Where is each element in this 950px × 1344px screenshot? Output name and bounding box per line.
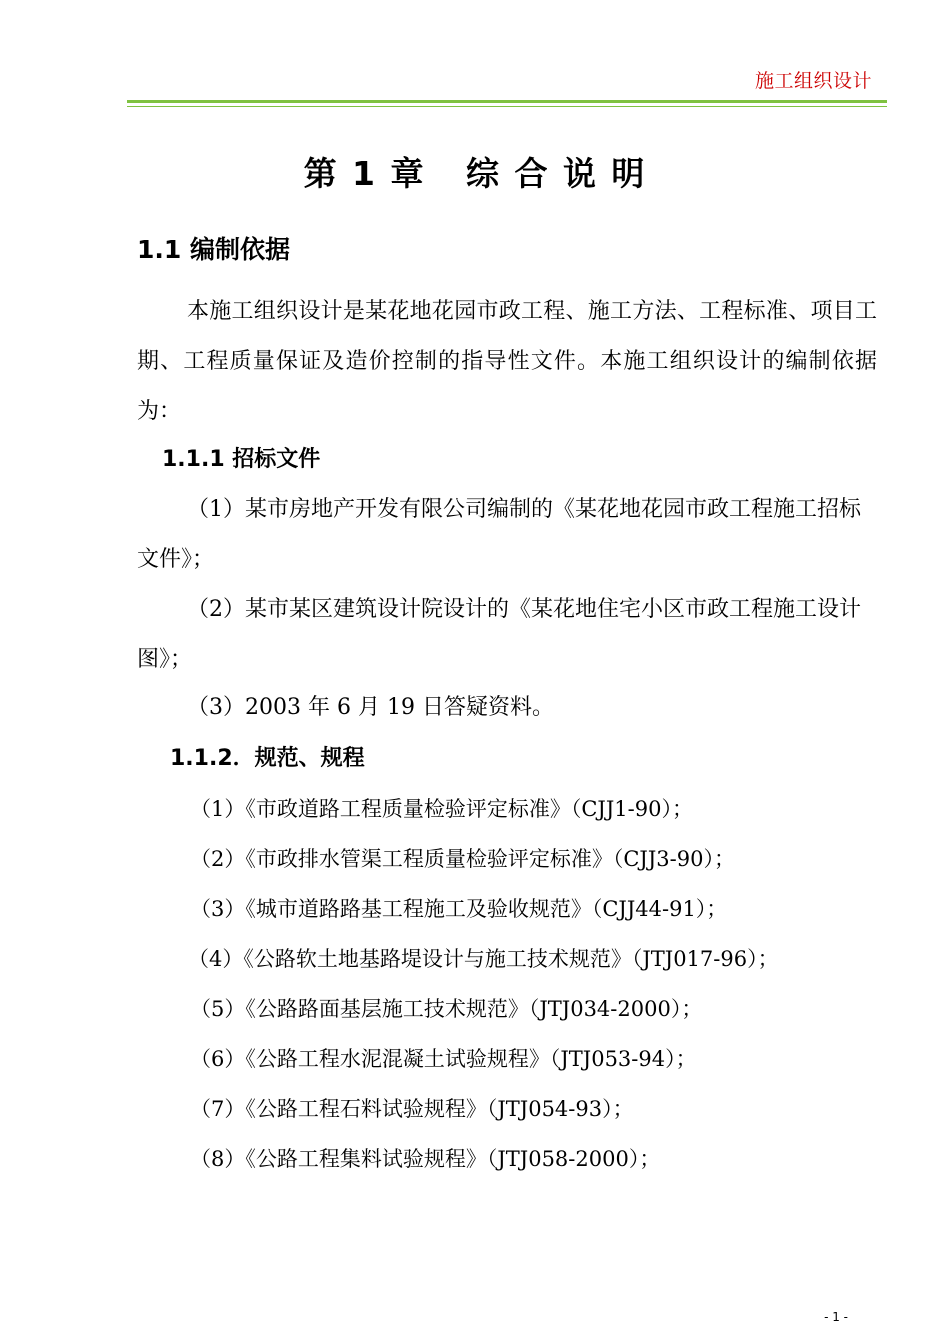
intro-paragraph: 本施工组织设计是某花地花园市政工程、施工方法、工程标准、项目工期、工程质量保证及造价控制的指导性文件。本施工组织设计的编制依据为：	[137, 299, 877, 424]
chapter-title: 第 1 章 综 合 说 明	[303, 154, 647, 193]
tender-item: （1）某市房地产开发有限公司编制的《某花地花园市政工程施工招标文件》；	[137, 497, 861, 572]
standard-item: （7）《公路工程石料试验规程》（JTJ054-93）；	[190, 1097, 634, 1121]
tender-item: （3）2003 年 6 月 19 日答疑资料。	[187, 695, 554, 720]
standard-item: （8）《公路工程集料试验规程》（JTJ058-2000）；	[190, 1147, 661, 1171]
standard-item: （3）《城市道路路基工程施工及验收规范》（CJJ44-91）；	[190, 897, 728, 921]
subsection-heading-tender: 1.1.1 招标文件	[162, 447, 321, 472]
standard-item: （1）《市政道路工程质量检验评定标准》（CJJ1-90）；	[190, 797, 693, 821]
standard-item: （6）《公路工程水泥混凝土试验规程》（JTJ053-94）；	[190, 1047, 697, 1071]
standard-item: （5）《公路路面基层施工技术规范》（JTJ034-2000）；	[190, 997, 703, 1021]
tender-item: （2）某市某区建筑设计院设计的《某花地住宅小区市政工程施工设计图》；	[137, 597, 861, 672]
running-header-title: 施工组织设计	[754, 70, 872, 92]
page-number: - 1 -	[824, 1310, 848, 1324]
standard-item: （2）《市政排水管渠工程质量检验评定标准》（CJJ3-90）；	[190, 847, 735, 871]
subsection-heading-standards: 1.1.2．规范、规程	[170, 746, 365, 771]
header-rule-thick	[127, 100, 887, 103]
header-rule-thin	[127, 106, 887, 107]
standard-item: （4）《公路软土地基路堤设计与施工技术规范》（JTJ017-96）；	[188, 947, 779, 971]
section-heading: 1.1 编制依据	[137, 235, 290, 264]
